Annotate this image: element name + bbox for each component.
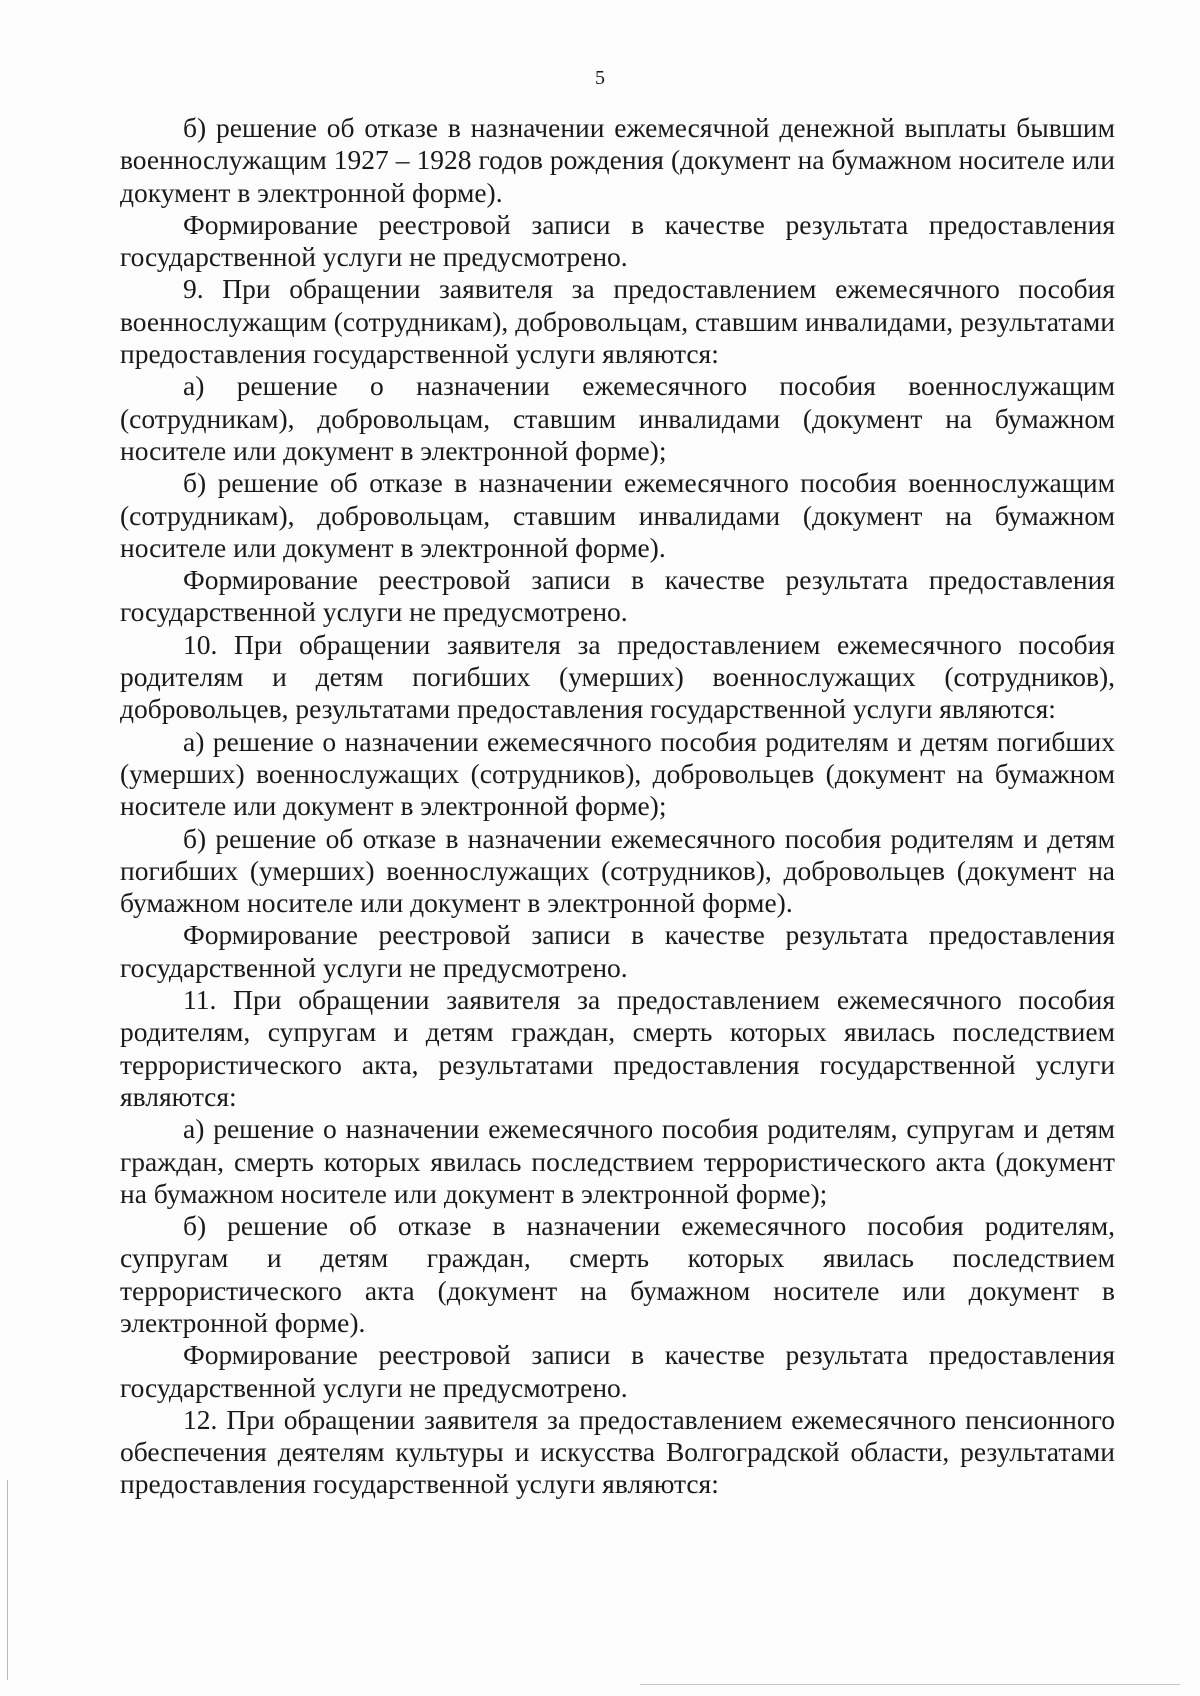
document-body bbox=[120, 112, 1115, 1501]
scan-bottom-line bbox=[640, 1684, 1180, 1685]
paragraph-item-9-a: а) решение о назначении ежемесячного пособия военнослужащим (сотрудникам), добровольцам, ставшим инвалидами (документ на бумажном носителе или документ в электронной форме); bbox=[120, 370, 1115, 466]
paragraph-item-10-a: а) решение о назначении ежемесячного пособия родителям и детям погибших (умерших) военнослужащих (сотрудников), добровольцев (документ на бумажном носителе или документ в электронной форме); bbox=[120, 725, 1115, 822]
paragraph-registry-note-1: Формирование реестровой записи в качестве результата предоставления государственной услуги не предусмотрено. bbox=[120, 208, 1115, 273]
scan-edge-line bbox=[7, 1480, 8, 1680]
paragraph-registry-note-2: Формирование реестровой записи в качестве результата предоставления государственной услуги не предусмотрено. bbox=[120, 564, 1115, 628]
paragraph-item-11-b: б) решение об отказе в назначении ежемесячного пособия родителям, супругам и детям граждан, смерть которых явилась последствием террористического акта (документ на бумажном носителе или документ в электронной форме). bbox=[120, 1210, 1115, 1338]
paragraph-registry-note-3: Формирование реестровой записи в качестве результата предоставления государственной услуги не предусмотрено. bbox=[120, 919, 1115, 983]
page-number: 5 bbox=[595, 67, 605, 89]
paragraph-item-11: 11. При обращении заявителя за предоставлением ежемесячного пособия родителям, супругам и детям граждан, смерть которых явилась последствием террористического акта, результатами предоставления государственной услуги являются: bbox=[120, 984, 1115, 1112]
paragraph-item-9-b: б) решение об отказе в назначении ежемесячного пособия военнослужащим (сотрудникам), добровольцам, ставшим инвалидами (документ на бумажном носителе или документ в электронной форме). bbox=[120, 467, 1115, 563]
paragraph-item-9: 9. При обращении заявителя за предоставлением ежемесячного пособия военнослужащим (сотрудникам), добровольцам, ставшим инвалидами, результатами предоставления государственной услуги являются: bbox=[120, 273, 1115, 370]
paragraph-item-10-b: б) решение об отказе в назначении ежемесячного пособия родителям и детям погибших (умерших) военнослужащих (сотрудников), добровольцев (документ на бумажном носителе или документ в электронной форме). bbox=[120, 822, 1115, 919]
paragraph-refusal-monthly-payment: б) решение об отказе в назначении ежемесячной денежной выплаты бывшим военнослужащим 1927 – 1928 годов рождения (документ на бумажном носителе или документ в электронной форме). bbox=[120, 112, 1115, 208]
paragraph-item-10: 10. При обращении заявителя за предоставлением ежемесячного пособия родителям и детям погибших (умерших) военнослужащих (сотрудников), добровольцев, результатами предоставления государственной услуги являются: bbox=[120, 628, 1115, 725]
paragraph-item-11-a: а) решение о назначении ежемесячного пособия родителям, супругам и детям граждан, смерть которых явилась последствием террористического акта (документ на бумажном носителе или документ в электронной форме); bbox=[120, 1113, 1115, 1209]
paragraph-registry-note-4: Формирование реестровой записи в качестве результата предоставления государственной услуги не предусмотрено. bbox=[120, 1339, 1115, 1403]
paragraph-item-12: 12. При обращении заявителя за предоставлением ежемесячного пенсионного обеспечения деятелям культуры и искусства Волгоградской области, результатами предоставления государственной услуги являются: bbox=[120, 1403, 1115, 1500]
